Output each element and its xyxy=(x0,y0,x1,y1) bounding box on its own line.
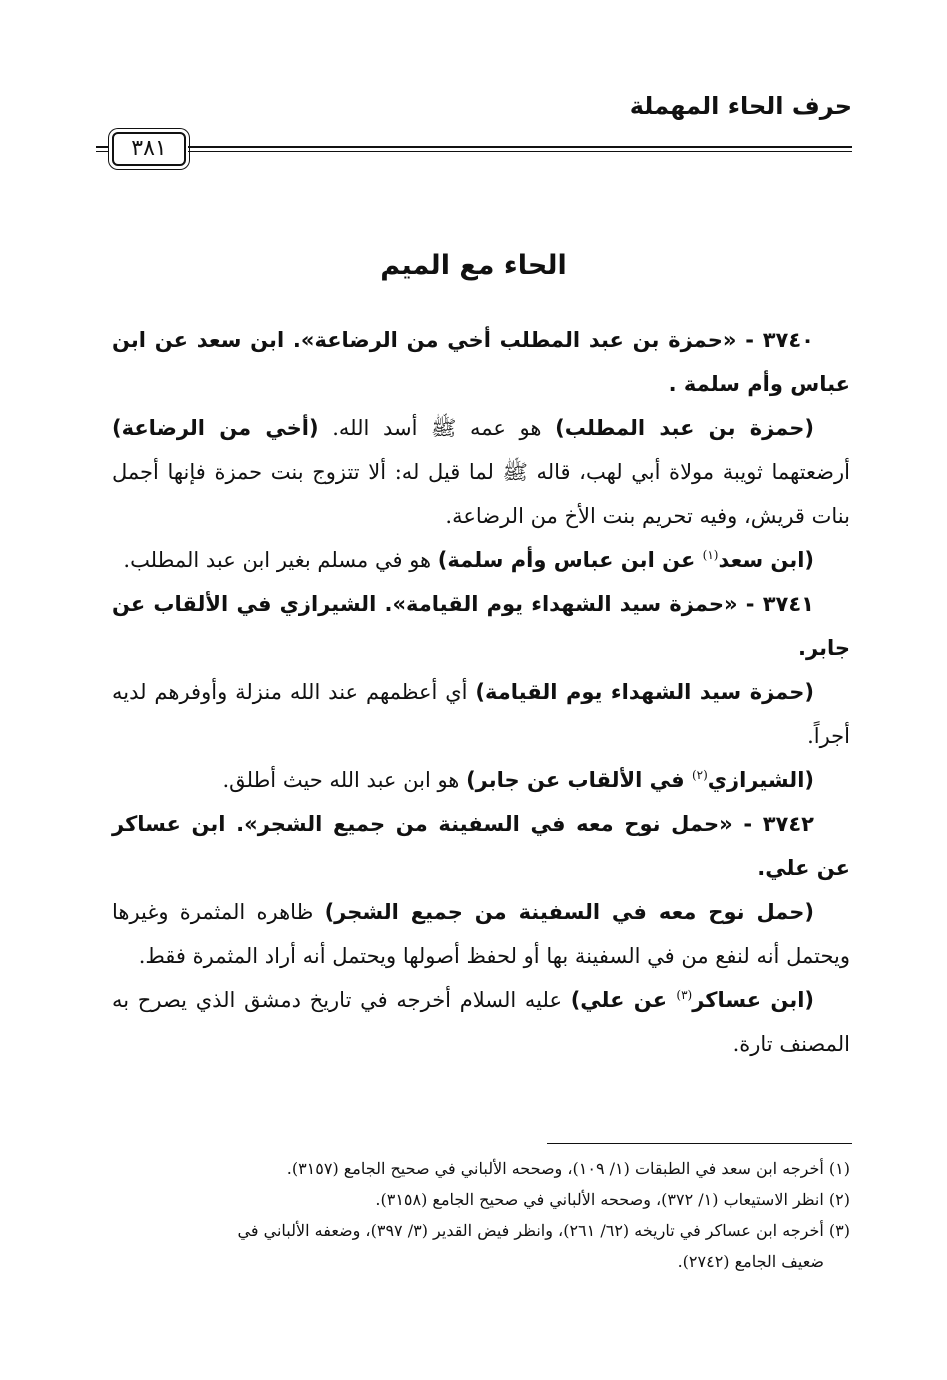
commentary-lemma: (حمل نوح معه في السفينة من جميع الشجر) xyxy=(324,900,814,924)
hadith-text: «حمل نوح معه في السفينة من جميع الشجر». xyxy=(236,812,733,836)
hadith-entry-3741 xyxy=(112,582,850,670)
section-title: الحاء مع الميم xyxy=(380,250,567,281)
footnote-ref: (٣) xyxy=(676,988,693,1002)
footnote-separator xyxy=(547,1143,852,1144)
commentary-text: هو ابن عبد الله حيث أطلق. xyxy=(222,768,467,792)
commentary-text: هو في مسلم بغير ابن عبد المطلب. xyxy=(123,548,438,572)
main-text xyxy=(112,318,850,1066)
entry-number: ٣٧٤٢ xyxy=(762,812,815,836)
hadith-entry-3742 xyxy=(112,802,850,890)
footnote-ref: (١) xyxy=(702,548,719,562)
commentary-paragraph xyxy=(112,670,850,758)
commentary-paragraph xyxy=(112,406,850,538)
footnote-1: (١) أخرجه ابن سعد في الطبقات (١/ ١٠٩)، وصححه الألباني في صحيح الجامع (٣١٥٧). xyxy=(286,1159,850,1178)
commentary-text: أي أعظمهم عند الله منزلة وأوفرهم لديه أجراً. xyxy=(112,680,850,748)
entry-dash: - xyxy=(732,812,763,836)
commentary-lemma: (حمزة سيد الشهداء يوم القيامة) xyxy=(475,680,814,704)
commentary-paragraph xyxy=(112,890,850,978)
commentary-paragraph xyxy=(112,538,850,582)
commentary-lemma: في الألقاب عن جابر) xyxy=(466,768,692,792)
commentary-text: هو عمه ﷺ أسد الله. xyxy=(318,416,556,440)
hadith-text: «حمزة بن عبد المطلب أخي من الرضاعة». xyxy=(292,328,737,352)
commentary-lemma: (حمزة بن عبد المطلب) xyxy=(555,416,814,440)
entry-number: ٣٧٤١ xyxy=(762,592,814,616)
footnote-3: (٣) أخرجه ابن عساكر في تاريخه (٦٢/ ٢٦١)، وانظر فيض القدير (٣/ ٣٩٧)، وضعفه الألباني في xyxy=(237,1221,850,1240)
page-number: ٣٨١ xyxy=(112,132,186,166)
footnote-3-continuation: ضعيف الجامع (٢٧٤٢). xyxy=(677,1252,824,1271)
hadith-text: «حمزة سيد الشهداء يوم القيامة». xyxy=(384,592,738,616)
entry-number: ٣٧٤٠ xyxy=(762,328,814,352)
commentary-text: ظاهره المثمرة وغيرها ويحتمل أنه لنفع من في السفينة بها أو لحفظ أصولها ويحتمل أنه أراد المثمرة فقط. xyxy=(112,900,850,968)
footnotes xyxy=(112,1153,850,1277)
commentary-paragraph xyxy=(112,758,850,802)
commentary-paragraph xyxy=(112,978,850,1066)
commentary-text: أرضعتهما ثويبة مولاة أبي لهب، قاله ﷺ لما قيل له: ألا تتزوج بنت حمزة فإنها أجمل بنات قريش، وفيه تحريم بنت الأخ من الرضاعة. xyxy=(112,460,850,528)
entry-dash: - xyxy=(737,592,763,616)
hadith-source: الشيرازي في الألقاب عن جابر. xyxy=(112,592,850,660)
commentary-lemma: (أخي من الرضاعة) xyxy=(112,416,319,440)
commentary-lemma: (ابن عساكر xyxy=(692,988,815,1012)
commentary-text: عليه السلام أخرجه في تاريخ دمشق الذي يصرح به المصنف تارة. xyxy=(112,988,850,1056)
footnote-ref: (٢) xyxy=(691,768,708,782)
header-rule-left xyxy=(96,146,108,152)
commentary-lemma: عن ابن عباس وأم سلمة) xyxy=(437,548,703,572)
footnote-2: (٢) انظر الاستيعاب (١/ ٣٧٢)، وصححه الألباني في صحيح الجامع (٣١٥٨). xyxy=(375,1190,850,1209)
running-header-title: حرف الحاء المهملة xyxy=(629,92,852,120)
header-ornament xyxy=(96,132,852,172)
commentary-lemma: (الشيرازي xyxy=(707,768,814,792)
header-rule xyxy=(188,146,852,152)
hadith-entry-3740 xyxy=(112,318,850,406)
commentary-lemma: عن علي) xyxy=(570,988,677,1012)
hadith-source: ابن عساكر عن علي. xyxy=(112,812,850,880)
hadith-source: ابن سعد عن ابن عباس وأم سلمة . xyxy=(112,328,850,396)
commentary-lemma: (ابن سعد xyxy=(718,548,814,572)
entry-dash: - xyxy=(736,328,763,352)
